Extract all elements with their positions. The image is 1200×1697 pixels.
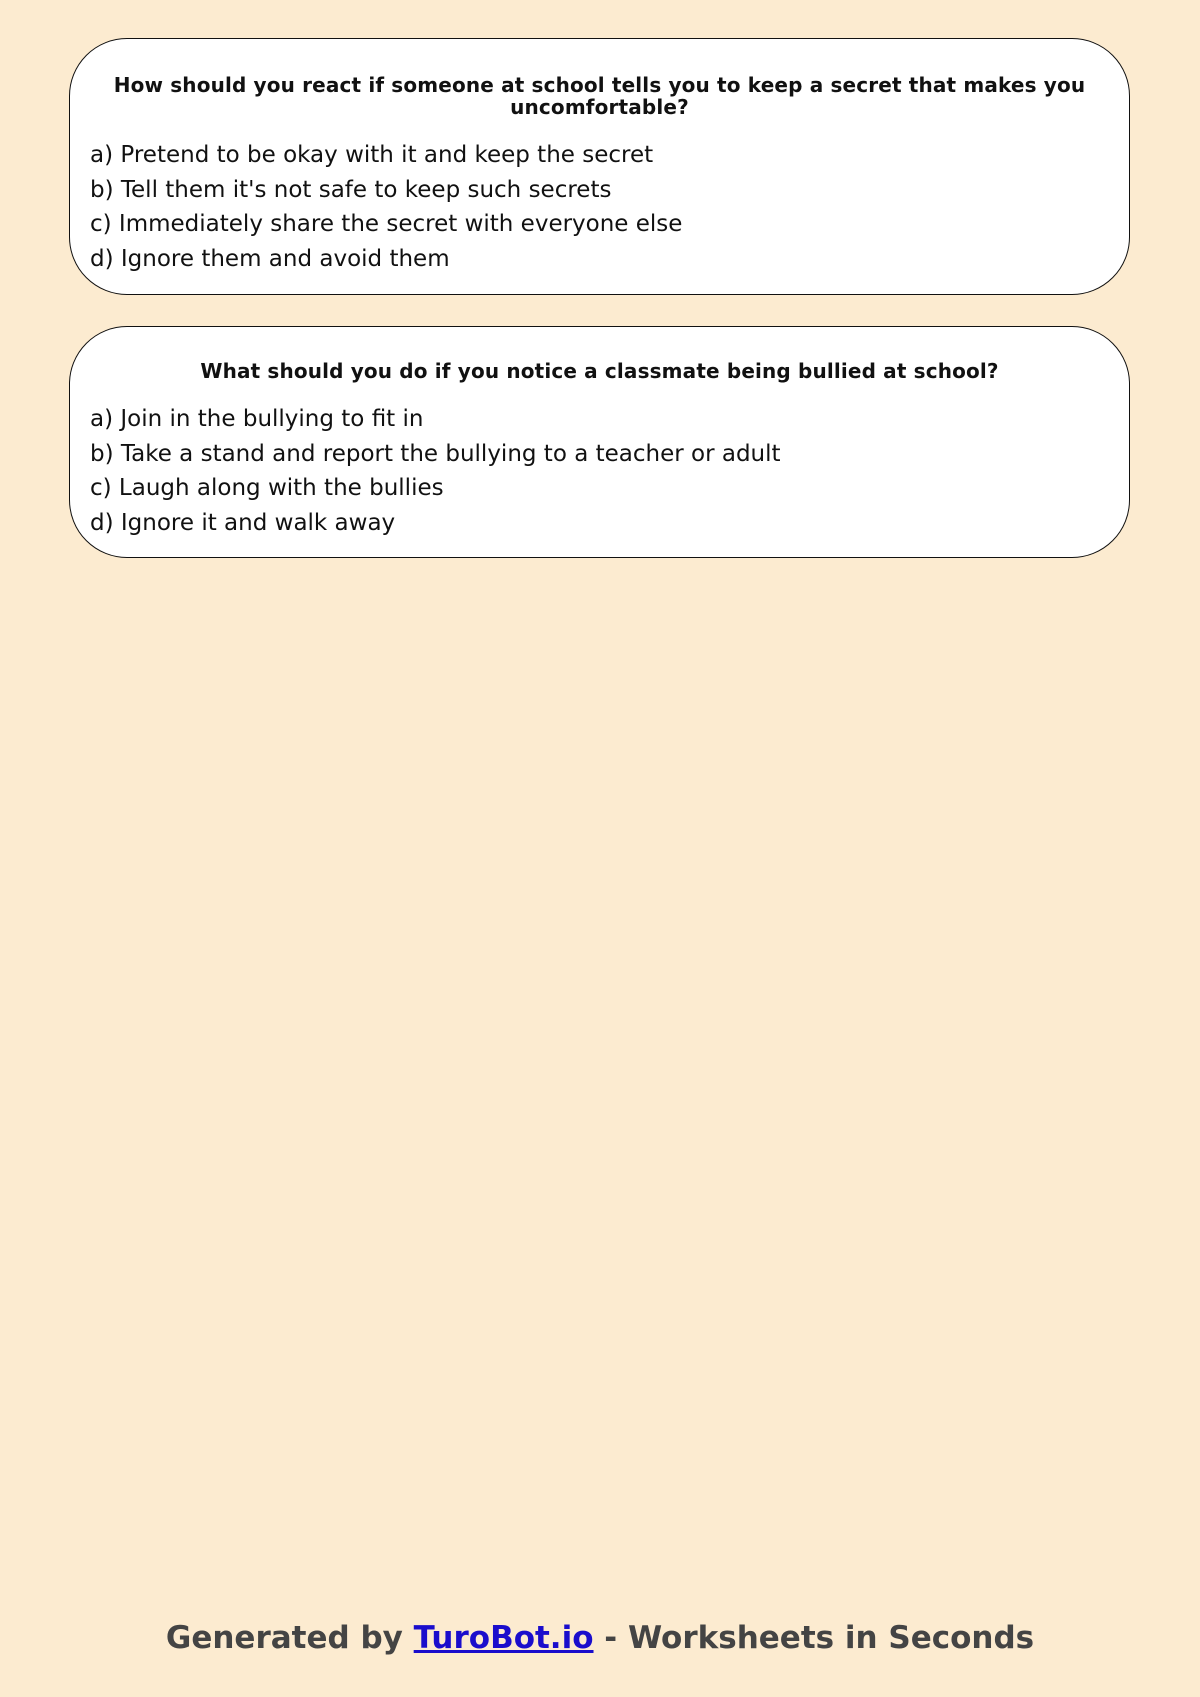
- answer-option: a) Pretend to be okay with it and keep the secret: [90, 142, 654, 168]
- footer-suffix: - Worksheets in Seconds: [593, 1620, 1035, 1656]
- answer-option: b) Tell them it's not safe to keep such secrets: [90, 176, 612, 203]
- footer-prefix: Generated by: [165, 1620, 414, 1656]
- footer: [0, 1618, 1200, 1658]
- question-text: What should you do if you notice a classmate being bullied at school?: [200, 359, 999, 383]
- question-card: [69, 38, 1130, 295]
- answer-option: b) Take a stand and report the bullying to a teacher or adult: [90, 440, 781, 467]
- turobot-link[interactable]: TuroBot.io: [413, 1620, 594, 1656]
- answer-option: c) Immediately share the secret with everyone else: [90, 211, 683, 237]
- answer-option: d) Ignore them and avoid them: [90, 245, 450, 272]
- answer-option: a) Join in the bullying to fit in: [90, 406, 424, 432]
- question-card: [69, 326, 1130, 558]
- question-text: How should you react if someone at school tells you to keep a secret that makes you uncomfortable?: [113, 73, 1086, 119]
- answer-options: [90, 138, 1109, 276]
- answer-option: c) Laugh along with the bullies: [90, 475, 444, 501]
- answer-option: d) Ignore it and walk away: [90, 509, 396, 536]
- answer-options: [90, 402, 1109, 540]
